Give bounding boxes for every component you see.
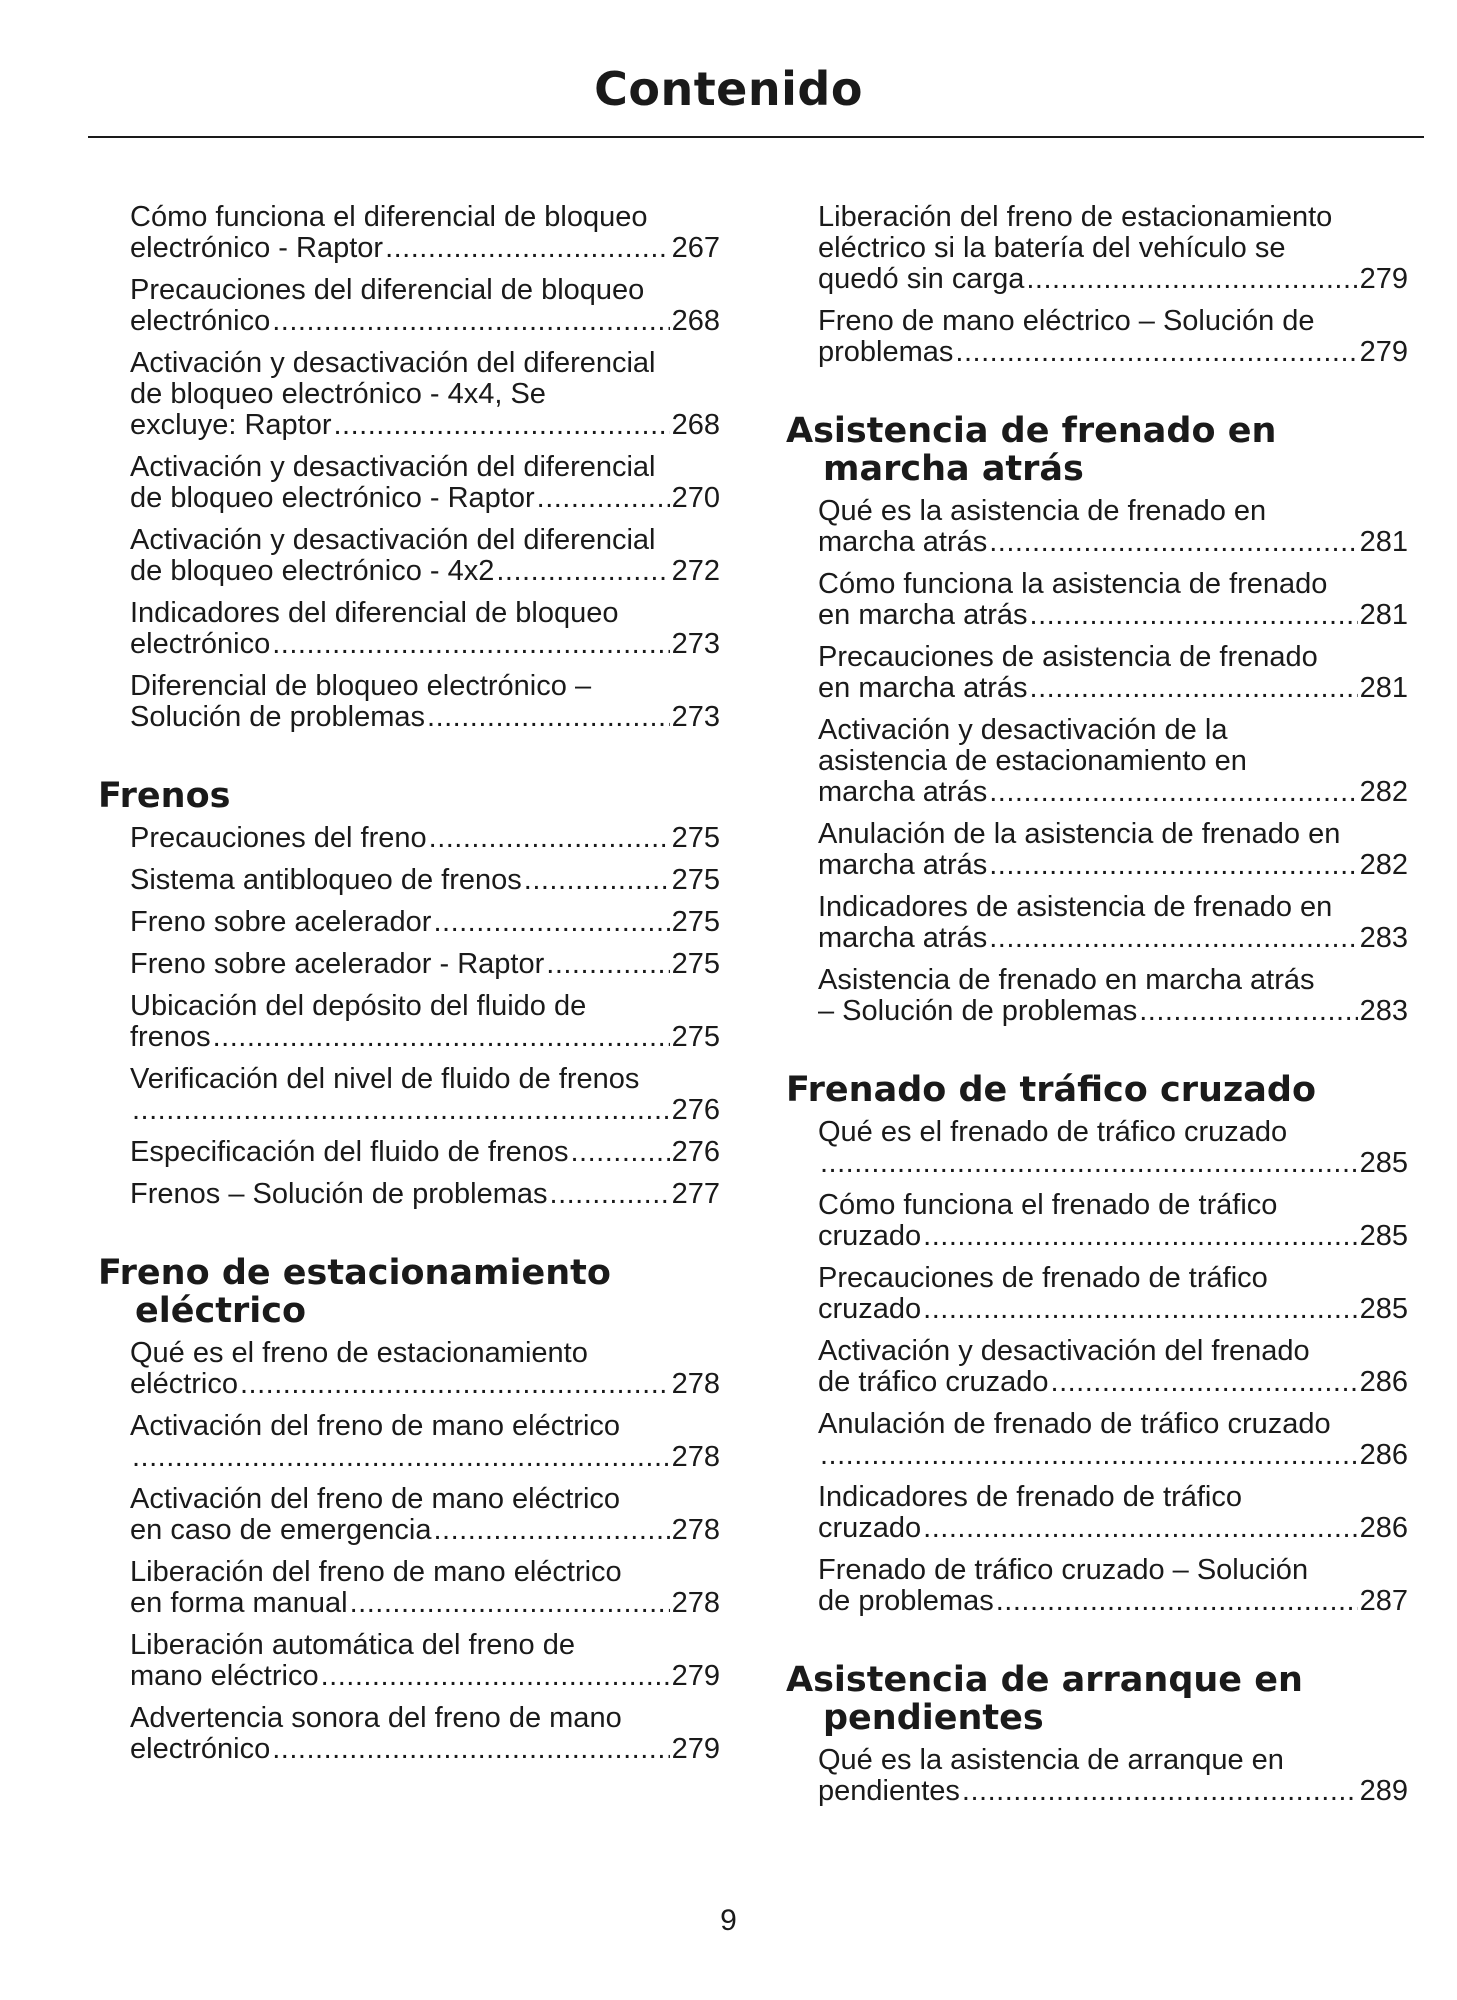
entry-title-line: pendientes [818, 1775, 960, 1807]
dot-leader [272, 629, 669, 660]
entry-leader-line [130, 702, 720, 733]
toc-entry[interactable] [98, 1411, 720, 1473]
toc-entry[interactable] [98, 865, 720, 896]
entry-title-line: Qué es el freno de estacionamiento [130, 1338, 588, 1369]
entry-title-line: eléctrico si la batería del vehículo se [818, 232, 1286, 264]
entry-leader-line [818, 1440, 1408, 1471]
entry-page-number: 279 [1359, 263, 1408, 295]
entry-leader-line [818, 264, 1408, 295]
entry-page-number: 276 [671, 1094, 720, 1126]
entry-title-line: Activación y desactivación del diferencial [130, 348, 656, 379]
entry-leader-line [130, 907, 720, 938]
entry-title-line: mano eléctrico [130, 1660, 319, 1692]
entry-title-line: Indicadores de asistencia de frenado en [818, 892, 1333, 923]
entry-page-number: 282 [1359, 849, 1408, 881]
entry-leader-line [130, 629, 720, 660]
dot-leader [923, 1513, 1357, 1544]
entry-leader-line [818, 996, 1408, 1027]
entry-leader-line [818, 1776, 1408, 1807]
section-heading: Freno de estacionamiento eléctrico [98, 1253, 611, 1331]
entry-page-number: 279 [671, 1660, 720, 1692]
entry-leader-line [818, 1513, 1408, 1544]
toc-entry[interactable] [98, 202, 720, 264]
dot-leader [537, 483, 670, 514]
entry-title-line: Activación del freno de mano eléctrico [130, 1411, 621, 1442]
entry-leader-line [130, 1137, 720, 1168]
entry-page-number: 268 [671, 409, 720, 441]
entry-title-line: Activación y desactivación de la [818, 715, 1228, 746]
entry-title-line: de problemas [818, 1585, 994, 1617]
page-number: 9 [720, 1904, 737, 1937]
entry-leader-line [130, 865, 720, 896]
entry-leader-line [818, 1367, 1408, 1398]
entry-title-line: Frenos – Solución de problemas [130, 1179, 548, 1210]
entry-title-line: Sistema antibloqueo de frenos [130, 865, 522, 896]
dot-leader [923, 1221, 1357, 1252]
entry-title-line: marcha atrás [818, 526, 988, 558]
toc-entry[interactable] [98, 1338, 720, 1400]
entry-page-number: 278 [671, 1441, 720, 1473]
toc-entry[interactable] [98, 275, 720, 337]
toc-entry[interactable] [786, 1117, 1408, 1179]
entry-title-line: Activación del freno de mano eléctrico [130, 1484, 621, 1515]
dot-leader [989, 923, 1357, 954]
toc-entry[interactable] [98, 1630, 720, 1692]
entry-leader-line [818, 923, 1408, 954]
entry-page-number: 270 [671, 482, 720, 514]
entry-page-number: 278 [671, 1587, 720, 1619]
toc-entry[interactable] [786, 306, 1408, 368]
dot-leader [272, 1734, 669, 1765]
entry-leader-line [130, 1179, 720, 1210]
entry-title-line: Advertencia sonora del freno de mano [130, 1703, 622, 1734]
dot-leader [546, 949, 669, 980]
toc-section [98, 1254, 720, 1765]
entry-leader-line [130, 306, 720, 337]
entry-page-number: 281 [1359, 672, 1408, 704]
toc-section [786, 1661, 1408, 1807]
entry-title-line: cruzado [818, 1293, 922, 1325]
entry-page-number: 289 [1359, 1775, 1408, 1807]
entry-page-number: 268 [671, 305, 720, 337]
entry-title-line: Solución de problemas [130, 701, 426, 733]
entry-page-number: 287 [1359, 1585, 1408, 1617]
dot-leader [433, 1515, 669, 1546]
entry-page-number: 279 [1359, 336, 1408, 368]
entry-page-number: 277 [671, 1179, 720, 1210]
toc-entry[interactable] [786, 892, 1408, 954]
entry-title-line: en forma manual [130, 1587, 348, 1619]
entry-title-line: Qué es la asistencia de frenado en [818, 496, 1267, 527]
entry-title-line: Precauciones del diferencial de bloqueo [130, 275, 645, 306]
entry-page-number: 283 [1359, 922, 1408, 954]
entry-title-line: Liberación del freno de estacionamiento [818, 202, 1333, 233]
toc-section [786, 1071, 1408, 1617]
toc-entry[interactable] [98, 1703, 720, 1765]
entry-title-line: Freno sobre acelerador [130, 907, 432, 938]
toc-entry[interactable] [786, 1745, 1408, 1807]
entry-title-line: Indicadores del diferencial de bloqueo [130, 598, 619, 629]
toc-entry[interactable] [786, 715, 1408, 808]
dot-leader [996, 1586, 1358, 1617]
dot-leader [1139, 996, 1357, 1027]
toc-entry[interactable] [786, 202, 1408, 295]
entry-title-line: electrónico [130, 628, 271, 660]
entry-title-line: marcha atrás [818, 922, 988, 954]
entry-page-number: 273 [671, 701, 720, 733]
dot-leader [989, 777, 1357, 808]
toc-entry[interactable] [98, 907, 720, 938]
toc-entry[interactable] [98, 525, 720, 587]
entry-title-line: Qué es el frenado de tráfico cruzado [818, 1117, 1288, 1148]
entry-title-line: Especificación del fluido de frenos [130, 1137, 569, 1168]
dot-leader [132, 1442, 670, 1473]
dot-leader [272, 306, 669, 337]
entry-title-line: Freno sobre acelerador - Raptor [130, 949, 545, 980]
dot-leader [213, 1022, 670, 1053]
dot-leader [1030, 673, 1358, 704]
entry-page-number: 285 [1359, 1147, 1408, 1179]
entry-leader-line [130, 1095, 720, 1126]
toc-entry[interactable] [786, 1263, 1408, 1325]
entry-title-line: Cómo funciona el frenado de tráfico [818, 1190, 1278, 1221]
section-heading: Frenos [98, 776, 231, 816]
dot-leader [132, 1095, 670, 1126]
entry-page-number: 275 [671, 823, 720, 854]
toc-entry[interactable] [786, 496, 1408, 558]
toc-entry[interactable] [786, 642, 1408, 704]
entry-leader-line [130, 1442, 720, 1473]
entry-title-line: de bloqueo electrónico - 4x2 [130, 555, 495, 587]
entry-leader-line [818, 337, 1408, 368]
entry-leader-line [130, 1661, 720, 1692]
dot-leader [570, 1137, 669, 1168]
entry-page-number: 273 [671, 628, 720, 660]
dot-leader [427, 702, 670, 733]
entry-title-line: Activación y desactivación del diferencial [130, 525, 656, 556]
entry-leader-line [818, 673, 1408, 704]
entry-page-number: 275 [671, 907, 720, 938]
entry-leader-line [130, 949, 720, 980]
dot-leader [820, 1148, 1358, 1179]
dot-leader [334, 410, 670, 441]
entry-title-line: Asistencia de frenado en marcha atrás [818, 965, 1315, 996]
section-heading: Frenado de tráfico cruzado [786, 1070, 1317, 1110]
entry-leader-line [818, 1221, 1408, 1252]
toc-entry[interactable] [98, 452, 720, 514]
entry-leader-line [130, 1022, 720, 1053]
entry-title-line: – Solución de problemas [818, 995, 1138, 1027]
entry-title-line: de tráfico cruzado [818, 1366, 1049, 1398]
entry-title-line: Activación y desactivación del frenado [818, 1336, 1310, 1367]
entry-leader-line [818, 1586, 1408, 1617]
entry-title-line: en marcha atrás [818, 672, 1028, 704]
entry-leader-line [818, 1148, 1408, 1179]
entry-leader-line [818, 527, 1408, 558]
dot-leader [923, 1294, 1357, 1325]
section-heading: Asistencia de arranque en pendientes [786, 1660, 1303, 1738]
entry-leader-line [130, 556, 720, 587]
toc-section [98, 202, 720, 733]
toc-entry[interactable] [786, 965, 1408, 1027]
toc-entry[interactable] [98, 1484, 720, 1546]
entry-page-number: 286 [1359, 1366, 1408, 1398]
dot-leader [321, 1661, 670, 1692]
dot-leader [962, 1776, 1358, 1807]
toc-entry[interactable] [98, 1179, 720, 1210]
entry-title-line: electrónico [130, 305, 271, 337]
entry-page-number: 275 [671, 949, 720, 980]
toc-entry[interactable] [98, 1557, 720, 1619]
toc-column-right [786, 202, 1408, 1818]
toc-entry[interactable] [786, 1336, 1408, 1398]
section-heading: Asistencia de frenado en marcha atrás [786, 411, 1277, 489]
dot-leader [989, 850, 1357, 881]
toc-entry[interactable] [98, 949, 720, 980]
entry-title-line: en caso de emergencia [130, 1514, 432, 1546]
entry-title-line: Cómo funciona la asistencia de frenado [818, 569, 1328, 600]
entry-title-line: Activación y desactivación del diferencial [130, 452, 656, 483]
entry-title-line: quedó sin carga [818, 263, 1025, 295]
entry-title-line: marcha atrás [818, 776, 988, 808]
dot-leader [429, 823, 670, 854]
entry-title-line: Precauciones de asistencia de frenado [818, 642, 1318, 673]
toc-entry[interactable] [98, 598, 720, 660]
dot-leader [385, 233, 670, 264]
toc-entry[interactable] [786, 1555, 1408, 1617]
entry-title-line: Frenado de tráfico cruzado – Solución [818, 1555, 1309, 1586]
entry-title-line: de bloqueo electrónico - 4x4, Se [130, 378, 546, 410]
toc-section [98, 777, 720, 1210]
toc-entry[interactable] [786, 1190, 1408, 1252]
dot-leader [433, 907, 669, 938]
entry-leader-line [130, 823, 720, 854]
entry-title-line: frenos [130, 1021, 211, 1053]
entry-title-line: Diferencial de bloqueo electrónico – [130, 671, 592, 702]
entry-page-number: 281 [1359, 526, 1408, 558]
toc-entry[interactable] [98, 991, 720, 1053]
entry-leader-line [130, 1369, 720, 1400]
entry-title-line: Qué es la asistencia de arranque en [818, 1745, 1284, 1776]
entry-title-line: Ubicación del depósito del fluido de [130, 991, 587, 1022]
entry-page-number: 283 [1359, 995, 1408, 1027]
entry-title-line: Freno de mano eléctrico – Solución de [818, 306, 1315, 337]
toc-entry[interactable] [98, 671, 720, 733]
entry-title-line: de bloqueo electrónico - Raptor [130, 482, 535, 514]
dot-leader [1051, 1367, 1358, 1398]
entry-page-number: 286 [1359, 1439, 1408, 1471]
entry-leader-line [130, 1515, 720, 1546]
dot-leader [1026, 264, 1357, 295]
entry-title-line: cruzado [818, 1512, 922, 1544]
entry-page-number: 275 [671, 865, 720, 896]
toc-entry[interactable] [786, 1409, 1408, 1471]
entry-title-line: asistencia de estacionamiento en [818, 745, 1247, 777]
dot-leader [1030, 600, 1358, 631]
entry-page-number: 282 [1359, 776, 1408, 808]
entry-title-line: marcha atrás [818, 849, 988, 881]
dot-leader [989, 527, 1357, 558]
entry-leader-line [130, 233, 720, 264]
toc-entry[interactable] [786, 819, 1408, 881]
entry-title-line: cruzado [818, 1220, 922, 1252]
entry-leader-line [818, 1294, 1408, 1325]
toc-entry[interactable] [98, 1137, 720, 1168]
toc-entry[interactable] [786, 569, 1408, 631]
entry-page-number: 275 [671, 1021, 720, 1053]
page-title: Contenido [594, 62, 863, 116]
dot-leader [955, 337, 1357, 368]
entry-title-line: problemas [818, 336, 954, 368]
entry-page-number: 267 [671, 232, 720, 264]
entry-title-line: eléctrico [130, 1368, 238, 1400]
dot-leader [820, 1440, 1358, 1471]
entry-title-line: Anulación de la asistencia de frenado en [818, 819, 1341, 850]
entry-title-line: Anulación de frenado de tráfico cruzado [818, 1409, 1331, 1440]
entry-leader-line [818, 777, 1408, 808]
entry-title-line: Liberación del freno de mano eléctrico [130, 1557, 622, 1588]
entry-leader-line [130, 410, 720, 441]
dot-leader [496, 556, 669, 587]
entry-page-number: 276 [671, 1137, 720, 1168]
entry-leader-line [130, 483, 720, 514]
entry-page-number: 285 [1359, 1293, 1408, 1325]
entry-page-number: 285 [1359, 1220, 1408, 1252]
entry-leader-line [130, 1734, 720, 1765]
entry-page-number: 272 [671, 555, 720, 587]
dot-leader [550, 1179, 670, 1210]
entry-page-number: 279 [671, 1733, 720, 1765]
entry-page-number: 278 [671, 1368, 720, 1400]
entry-title-line: excluye: Raptor [130, 409, 332, 441]
entry-title-line: Precauciones de frenado de tráfico [818, 1263, 1268, 1294]
toc-entry[interactable] [98, 348, 720, 441]
toc-section [786, 202, 1408, 368]
dot-leader [524, 865, 670, 896]
toc-entry[interactable] [98, 823, 720, 854]
dot-leader [240, 1369, 670, 1400]
entry-title-line: electrónico - Raptor [130, 232, 384, 264]
entry-title-line: electrónico [130, 1733, 271, 1765]
entry-title-line: Verificación del nivel de fluido de frenos [130, 1064, 640, 1095]
entry-title-line: Indicadores de frenado de tráfico [818, 1482, 1242, 1513]
toc-entry[interactable] [98, 1064, 720, 1126]
entry-page-number: 278 [671, 1514, 720, 1546]
toc-entry[interactable] [786, 1482, 1408, 1544]
entry-leader-line [818, 850, 1408, 881]
entry-title-line: Cómo funciona el diferencial de bloqueo [130, 202, 648, 233]
title-divider [88, 136, 1424, 138]
entry-title-line: en marcha atrás [818, 599, 1028, 631]
toc-section [786, 412, 1408, 1027]
entry-leader-line [130, 1588, 720, 1619]
entry-title-line: Precauciones del freno [130, 823, 427, 854]
dot-leader [350, 1588, 670, 1619]
entry-leader-line [818, 600, 1408, 631]
entry-page-number: 281 [1359, 599, 1408, 631]
toc-column-left [98, 202, 720, 1776]
entry-page-number: 286 [1359, 1512, 1408, 1544]
entry-title-line: Liberación automática del freno de [130, 1630, 575, 1661]
